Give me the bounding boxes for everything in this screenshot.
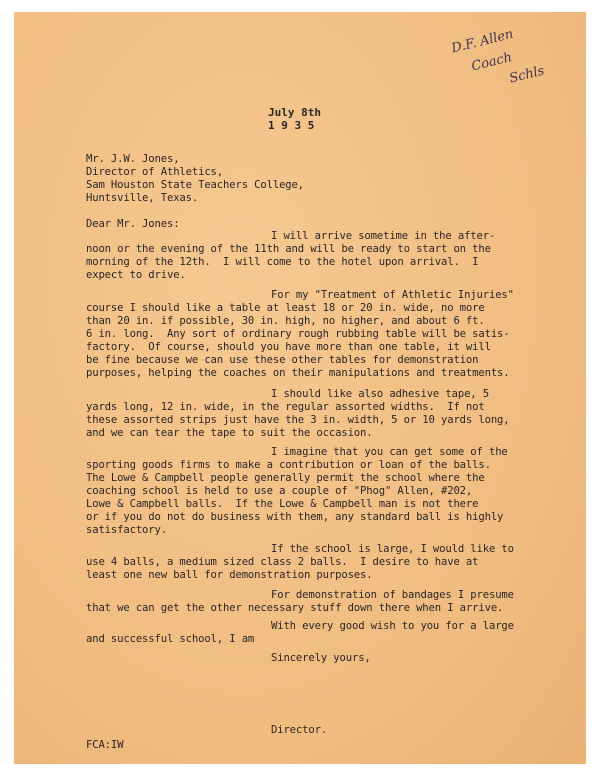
paragraph-7-line-2: and successful school, I am bbox=[86, 633, 255, 645]
paragraph-2-line-4: 6 in. long. Any sort of ordinary rough rubbing table will be satis- bbox=[86, 328, 510, 340]
paragraph-3-line-3: these assorted strips just have the 3 in. width, 5 or 10 yards long, bbox=[86, 414, 510, 426]
paragraph-1-line-2: noon or the evening of the 11th and will be ready to start on the bbox=[86, 243, 491, 255]
paragraph-4-line-6: or if you do not do business with them, any standard ball is highly bbox=[86, 511, 504, 523]
paragraph-3-line-2: yards long, 12 in. wide, in the regular assorted widths. If not bbox=[86, 401, 485, 413]
paragraph-1-line-3: morning of the 12th. I will come to the hotel upon arrival. I bbox=[86, 256, 479, 268]
paragraph-5-line-1: If the school is large, I would like to bbox=[271, 543, 514, 555]
recipient-title: Director of Athletics, bbox=[86, 166, 224, 178]
paragraph-6-line-2: that we can get the other necessary stuff down there when I arrive. bbox=[86, 602, 504, 614]
paragraph-4-line-5: Lowe & Campbell balls. If the Lowe & Campbell man is not there bbox=[86, 498, 479, 510]
handwritten-annotation-line2: Coach bbox=[470, 50, 514, 75]
paragraph-4-line-7: satisfactory. bbox=[86, 524, 167, 536]
letter-date-line1: July 8th bbox=[268, 106, 321, 119]
paragraph-2-line-2: course I should like a table at least 18 or 20 in. wide, no more bbox=[86, 302, 485, 314]
paragraph-4-line-4: coaching school is held to use a couple of "Phog" Allen, #202, bbox=[86, 485, 473, 497]
recipient-location: Huntsville, Texas. bbox=[86, 192, 199, 204]
paragraph-6-line-1: For demonstration of bandages I presume bbox=[271, 589, 514, 601]
recipient-name: Mr. J.W. Jones, bbox=[86, 153, 180, 165]
paragraph-2-line-7: purposes, helping the coaches on their manipulations and treatments. bbox=[86, 367, 510, 379]
typist-initials: FCA:IW bbox=[86, 739, 124, 751]
paragraph-4-line-3: The Lowe & Campbell people generally permit the school where the bbox=[86, 472, 485, 484]
paragraph-4-line-1: I imagine that you can get some of the bbox=[271, 446, 508, 458]
handwritten-annotation-line1: D.F. Allen bbox=[450, 26, 515, 57]
paragraph-2-line-6: be fine because we can use these other tables for demonstration bbox=[86, 354, 479, 366]
handwritten-annotation-line3: Schls bbox=[508, 63, 546, 87]
closing: Sincerely yours, bbox=[271, 652, 371, 664]
paragraph-3-line-4: and we can tear the tape to suit the occasion. bbox=[86, 427, 373, 439]
letter-page bbox=[14, 12, 586, 764]
paragraph-5-line-3: least one new ball for demonstration purposes. bbox=[86, 569, 373, 581]
paragraph-3-line-1: I should like also adhesive tape, 5 bbox=[271, 388, 489, 400]
paragraph-4-line-2: sporting goods firms to make a contribution or loan of the balls. bbox=[86, 459, 491, 471]
paragraph-5-line-2: use 4 balls, a medium sized class 2 balls. I desire to have at bbox=[86, 556, 479, 568]
paragraph-1-line-1: I will arrive sometime in the after- bbox=[271, 230, 496, 242]
letter-date-line2: 1 9 3 5 bbox=[268, 119, 315, 132]
recipient-institution: Sam Houston State Teachers College, bbox=[86, 179, 304, 191]
paragraph-2-line-3: than 20 in. if possible, 30 in. high, no higher, and about 6 ft. bbox=[86, 315, 485, 327]
paragraph-2-line-1: For my "Treatment of Athletic Injuries" bbox=[271, 289, 514, 301]
paragraph-7-line-1: With every good wish to you for a large bbox=[271, 620, 514, 632]
paragraph-1-line-4: expect to drive. bbox=[86, 269, 186, 281]
salutation: Dear Mr. Jones: bbox=[86, 218, 180, 230]
signature-title: Director. bbox=[271, 724, 328, 736]
paragraph-2-line-5: factory. Of course, should you have more than one table, it will bbox=[86, 341, 491, 353]
